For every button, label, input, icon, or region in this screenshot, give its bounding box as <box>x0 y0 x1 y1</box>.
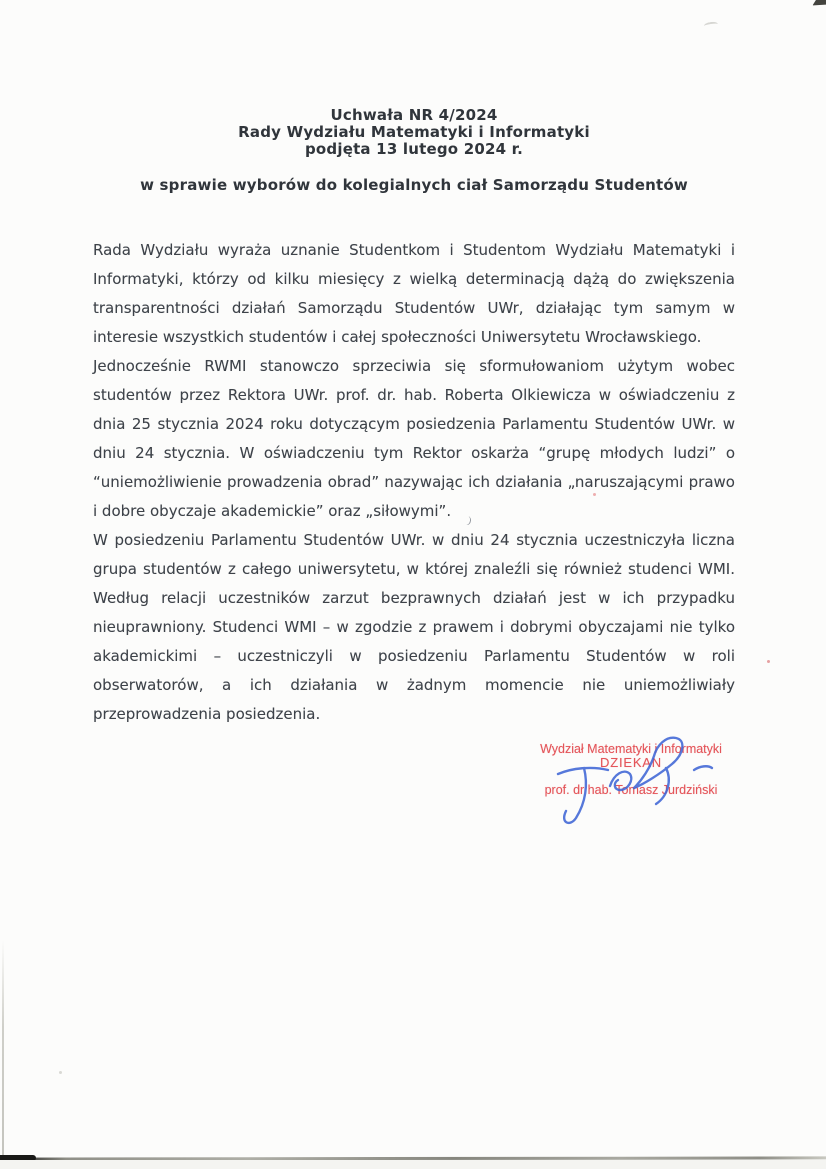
stamp-faculty-line: Wydział Matematyki i Informatyki <box>540 742 722 756</box>
document-subject: w sprawie wyborów do kolegialnych ciał Samorządu Studentów <box>140 176 688 194</box>
scan-smudge <box>704 21 719 29</box>
document-title-line-2: Rady Wydziału Matematyki i Informatyki <box>238 123 590 141</box>
stamp-name-line: prof. dr hab. Tomasz Jurdziński <box>544 783 718 797</box>
scan-corner-artifact <box>812 0 826 5</box>
scan-speck <box>59 1071 62 1074</box>
scan-edge-artifact-left <box>2 940 4 1158</box>
document-body <box>93 236 735 729</box>
dean-stamp <box>540 742 722 797</box>
scan-edge-below <box>0 1160 826 1169</box>
paragraph-2: Jednocześnie RWMI stanowczo sprzeciwia się sformułowaniom użytym wobec studentów przez Rektora UWr. prof. dr. hab. Roberta Olkiewicza w oświadczeniu z dnia 25 stycznia 2024 roku dotyczącym posiedzenia Parlamentu Studentów UWr. w dniu 24 stycznia. W oświadczeniu tym Rektor oskarża “grupę młodych ludzi” o “uniemożliwienie prowadzenia obrad” nazywając ich działania „naruszającymi prawo i dobre obyczaje akademickie” oraz „siłowymi”. <box>93 357 735 520</box>
document-title-block <box>93 107 735 158</box>
paragraph-1: Rada Wydziału wyraża uznanie Studentkom i Studentom Wydziału Matematyki i Informatyki, którzy od kilku miesięcy z wielką determinacją dążą do zwiększenia transparentności działań Samorządu Studentów UWr, działając tym samym w interesie wszystkich studentów i całej społeczności Uniwersytetu Wrocławskiego. <box>93 241 735 346</box>
scan-speck <box>767 660 770 663</box>
stamp-role-line: DZIEKAN <box>600 755 662 770</box>
paragraph-3: W posiedzeniu Parlamentu Studentów UWr. w dniu 24 stycznia uczestniczyła liczna grupa studentów z całego uniwersytetu, w której znaleźli się również studenci WMI. Według relacji uczestników zarzut bezprawnych działań jest w ich przypadku nieuprawniony. Studenci WMI – w zgodzie z prawem i dobrymi obyczajami nie tylko akademickimi – uczestniczyli w posiedzeniu Parlamentu Studentów w roli obserwatorów, a ich działania w żadnym momencie nie uniemożliwiały przeprowadzenia posiedzenia. <box>93 531 735 723</box>
document-title-line-1: Uchwała NR 4/2024 <box>330 106 498 124</box>
document-title-line-3: podjęta 13 lutego 2024 r. <box>304 140 524 158</box>
